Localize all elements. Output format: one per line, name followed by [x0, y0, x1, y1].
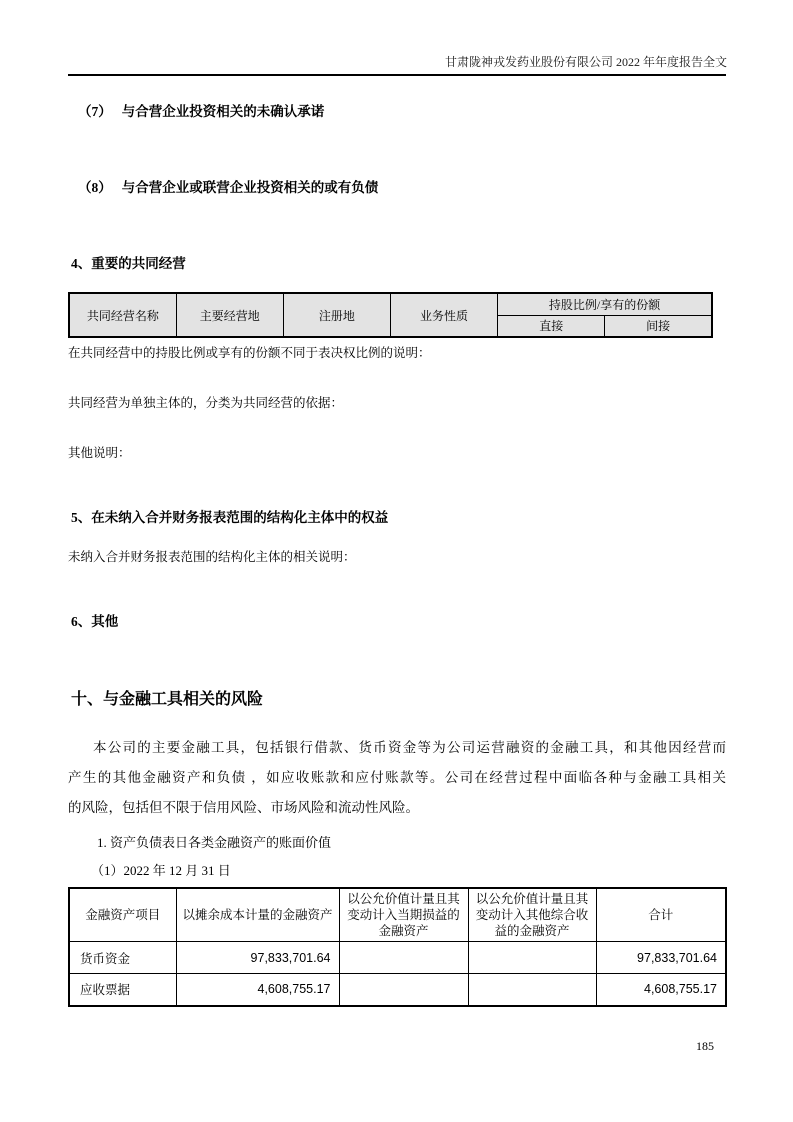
col-header-amortized-cost: 以摊余成本计量的金融资产: [176, 888, 339, 942]
financial-assets-header-row: [69, 888, 726, 942]
cell-fvtpl: [339, 942, 468, 974]
risk-paragraph-line-2: 产生的其他金融资产和负债 ，如应收账款和应付账款等。公司在经营过程中面临各种与金融工具相关: [68, 770, 726, 785]
header-rule: [68, 74, 726, 76]
heading-item-7-title: 与合营企业投资相关的未确认承诺: [121, 104, 325, 119]
cell-fvoci: [468, 974, 596, 1006]
col-header-registered-location: 注册地: [283, 293, 390, 337]
heading-item-8: [78, 176, 378, 196]
risk-paragraph-line-1: 本公司的主要金融工具，包括银行借款、货币资金等为公司运营融资的金融工具，和其他因经营而: [93, 740, 726, 755]
col-header-main-location: 主要经营地: [176, 293, 283, 337]
table-row-notes-receivable: [69, 974, 726, 1006]
cell-item-name: 货币资金: [69, 942, 176, 974]
note-other: 其他说明：: [68, 446, 131, 460]
heading-section-6: 6、其他: [71, 614, 119, 629]
note-joint-separate-entity: 共同经营为单独主体的，分类为共同经营的依据：: [68, 396, 344, 410]
sub-item-1-1: （1）2022 年 12 月 31 日: [91, 863, 231, 878]
joint-operation-header-row-1: [69, 293, 712, 315]
risk-paragraph: [68, 733, 726, 823]
col-header-indirect: 间接: [605, 315, 712, 337]
cell-total: 97,833,701.64: [596, 942, 726, 974]
heading-section-5: 5、在未纳入合并财务报表范围的结构化主体中的权益: [71, 510, 389, 525]
joint-operation-table: [68, 292, 713, 338]
col-header-business-nature: 业务性质: [390, 293, 497, 337]
note-joint-share-ratio: 在共同经营中的持股比例或享有的份额不同于表决权比例的说明：: [68, 346, 431, 360]
col-header-asset-item: 金融资产项目: [69, 888, 176, 942]
col-header-share-group: 持股比例/享有的份额: [498, 293, 712, 315]
note-structured-entity: 未纳入合并财务报表范围的结构化主体的相关说明：: [68, 550, 356, 564]
running-header: 甘肃陇神戎发药业股份有限公司 2022 年年度报告全文: [444, 55, 727, 69]
page-number: 185: [696, 1039, 714, 1053]
heading-section-4: 4、重要的共同经营: [71, 256, 186, 271]
risk-paragraph-line-3: 的风险，包括但不限于信用风险、市场风险和流动性风险。: [68, 800, 419, 815]
heading-item-7: [78, 100, 324, 120]
heading-section-10: 十、与金融工具相关的风险: [71, 691, 264, 708]
col-header-total: 合计: [596, 888, 726, 942]
heading-item-7-number: （7）: [78, 104, 112, 119]
cell-fvoci: [468, 942, 596, 974]
cell-amortized-cost: 4,608,755.17: [176, 974, 339, 1006]
col-header-fvoci: 以公允价值计量且其变动计入其他综合收益的金融资产: [468, 888, 596, 942]
cell-total: 4,608,755.17: [596, 974, 726, 1006]
table-row-monetary-funds: [69, 942, 726, 974]
col-header-fvtpl: 以公允价值计量且其变动计入当期损益的金融资产: [339, 888, 468, 942]
col-header-joint-name: 共同经营名称: [69, 293, 176, 337]
financial-assets-table: [68, 887, 727, 1007]
heading-item-8-number: （8）: [78, 180, 112, 195]
sub-item-1: 1. 资产负债表日各类金融资产的账面价值: [97, 835, 332, 850]
heading-item-8-title: 与合营企业或联营企业投资相关的或有负债: [121, 180, 379, 195]
cell-amortized-cost: 97,833,701.64: [176, 942, 339, 974]
cell-item-name: 应收票据: [69, 974, 176, 1006]
cell-fvtpl: [339, 974, 468, 1006]
col-header-direct: 直接: [498, 315, 605, 337]
